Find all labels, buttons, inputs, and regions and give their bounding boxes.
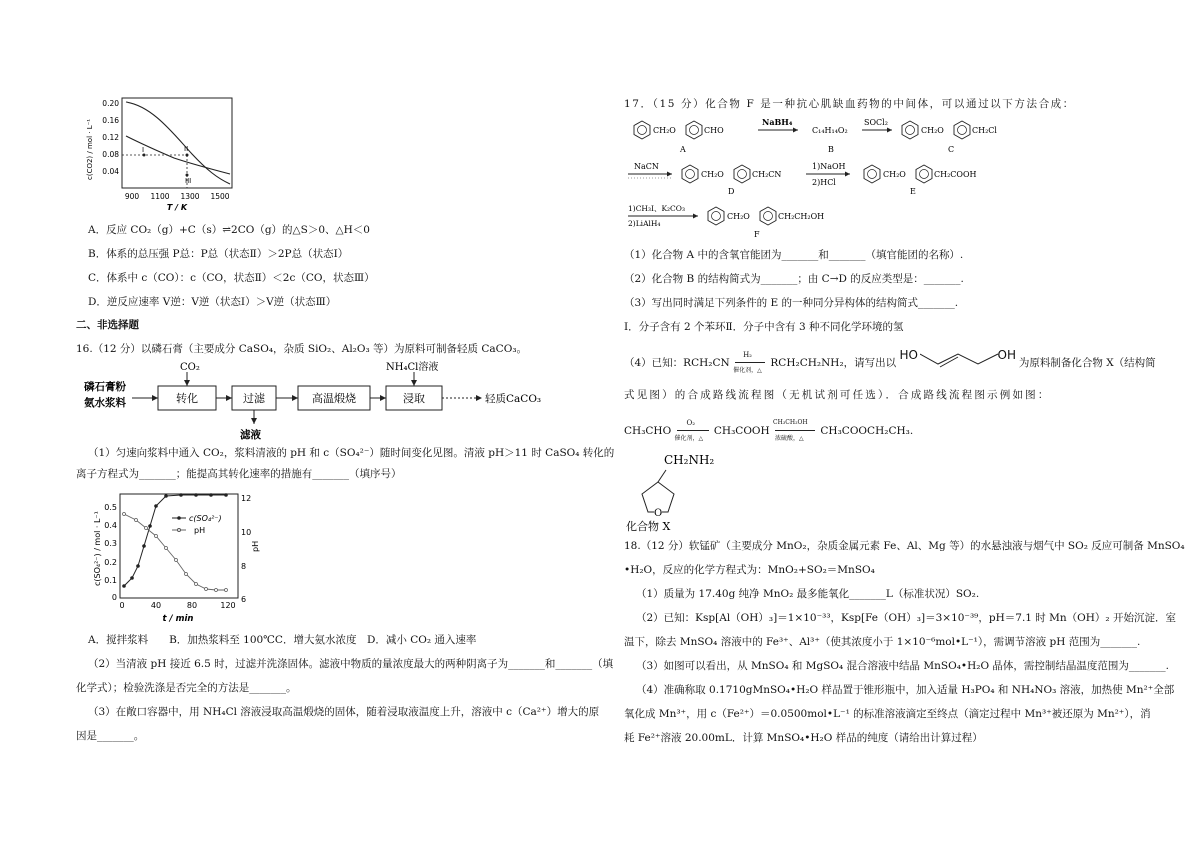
- q17-group: CH₂COOH: [934, 170, 977, 179]
- q17-group: CH₂O: [921, 126, 944, 135]
- section-title: 二、非选择题: [76, 319, 139, 331]
- q17-q4-ho-right: OH: [997, 348, 1016, 362]
- q18-line8: 氧化成 Mn³⁺，用 c（Fe²⁺）＝0.0500mol•L⁻¹ 的标准溶液滴定至终点（滴定过程中 Mn³⁺被还原为 Mn²⁺），消: [624, 708, 1151, 720]
- q17-q4-line2: 式见图）的合成路线流程图（无机试剂可任选）．合成路线流程图示例如图：: [624, 389, 1051, 401]
- q17-label-a: A: [680, 145, 686, 154]
- q16-p3-line1: （3）在敞口容器中，用 NH₄Cl 溶液浸取高温煅烧的固体，随着浸取液温度上升，溶液中 c（Ca²⁺）增大的原: [88, 706, 600, 718]
- q16-options: A．搅拌浆料 B．加热浆料至 100℃C．增大氨水浓度 D．减小 CO₂ 通入速率: [88, 634, 477, 646]
- q16-p2-line2: 化学式）；检验洗涤是否完全的方法是_______。: [76, 682, 297, 694]
- q17-q4-h2: H₂: [743, 351, 752, 359]
- q18-line3: （1）质量为 17.40g 纯净 MnO₂ 最多能氧化_______L（标准状况）SO₂.: [636, 588, 980, 600]
- q16-y-right-label: pH: [251, 540, 260, 552]
- q16-right-tick: 12: [241, 494, 252, 503]
- q17-reagent: 2)LiAlH₄: [628, 219, 661, 228]
- q16-x-tick: 0: [119, 601, 125, 610]
- q16-left-tick: 0.5: [104, 503, 117, 512]
- q16-p1-line2: 离子方程式为_______；能提高其转化速率的措施有_______（填序号）: [76, 468, 402, 480]
- q15-point-label: III: [185, 177, 192, 185]
- q16-p2-line1: （2）当清液 pH 接近 6.5 时，过滤并洗涤固体。滤液中物质的量浓度最大的两种阴离子为_______和_______（填: [88, 658, 614, 670]
- flow-box-convert-label: 转化: [176, 392, 198, 405]
- q17-label-c: C: [948, 145, 955, 154]
- q17-reagent: SOCl₂: [864, 118, 888, 127]
- q16-so4-curve: [124, 495, 226, 586]
- compound-x-group: CH₂NH₂: [664, 453, 715, 467]
- q15-x-tick: 900: [124, 192, 140, 201]
- q16-left-tick: 0: [111, 593, 117, 602]
- flow-box-leach-label: 浸取: [403, 392, 425, 405]
- flow-box-filter-label: 过滤: [243, 392, 265, 405]
- q17-q4-diol-structure: [899, 348, 1016, 372]
- q18-line7: （4）准确称取 0.1710gMnSO₄•H₂O 样品置于锥形瓶中，加入适量 H₃PO₄ 和 NH₄NO₃ 溶液，加热使 Mn²⁺全部: [636, 684, 1175, 696]
- q17-reagent: 2)HCl: [812, 178, 836, 187]
- q16-ph-points: [123, 513, 228, 592]
- q17-q4-arrow: [733, 351, 767, 374]
- q16-ph-curve: [124, 514, 226, 590]
- q15-x-tick: 1100: [150, 192, 170, 201]
- q17-q3-conditions: Ⅰ．分子含有 2 个苯环Ⅱ．分子中含有 3 种不同化学环境的氢: [624, 321, 904, 333]
- q18-line6: （3）如图可以看出，从 MnSO₄ 和 MgSO₄ 混合溶液中结晶 MnSO₄•H₂O 晶体，需控制结晶温度范围为_______.: [636, 660, 1169, 672]
- right-column: [600, 0, 1200, 848]
- q15-option-d: D．逆反应速率 V逆：V逆（状态Ⅰ）＞V逆（状态Ⅲ）: [88, 296, 337, 308]
- q17-q4-ho-left: HO: [899, 348, 918, 362]
- q17-reagent: 1)CH₃I、K₂CO₃: [628, 204, 685, 213]
- q16-p1-line1: （1）匀速向浆料中通入 CO₂，浆料清液的 pH 和 c（SO₄²⁻）随时间变化见图。清液 pH＞11 时 CaSO₄ 转化的: [88, 447, 615, 459]
- q16-flow-diagram: [80, 358, 550, 442]
- q17-q4-part-b: RCH₂CH₂NH₂，请写出以: [770, 357, 897, 369]
- q16-left-tick: 0.2: [104, 558, 117, 567]
- q17-q4-line1: [624, 348, 1156, 374]
- q17-group: CH₂O: [727, 212, 750, 221]
- q17-example-3: CH₃COOCH₂CH₃.: [820, 425, 914, 437]
- q15-option-a: A．反应 CO₂（g）+C（s）⇌2CO（g）的△S＞0、△H＜0: [88, 224, 370, 236]
- q17-q2: （2）化合物 B 的结构简式为_______；由 C→D 的反应类型是：_______.: [624, 273, 964, 285]
- q17-formula-b: C₁₄H₁₄O₂: [812, 126, 848, 135]
- q16-x-label: t / min: [162, 614, 194, 624]
- q15-chart: [82, 92, 242, 216]
- q17-q3: （3）写出同时满足下列条件的 E 的一种同分异构体的结构简式_______.: [624, 297, 959, 309]
- q17-label-e: E: [910, 187, 916, 196]
- q15-option-c: C．体系中 c（CO）：c（CO，状态Ⅱ）＜2c（CO，状态Ⅲ）: [88, 272, 375, 284]
- q17-example-arrow-1: [674, 419, 711, 442]
- flow-box-calcine-label: 高温煅烧: [312, 392, 356, 405]
- flow-start-line2: 氨水浆料: [84, 397, 126, 409]
- q15-y-tick: 0.12: [102, 133, 119, 142]
- q16-p3-line2: 因是_______。: [76, 730, 145, 742]
- q16-x-tick: 40: [150, 601, 162, 610]
- q16-stem: 16.（12 分）以磷石膏（主要成分 CaSO₄，杂质 SiO₂、Al₂O₃ 等）为原料可制备轻质 CaCO₃。: [76, 343, 528, 355]
- q18-line1: 18.（12 分）软锰矿（主要成分 MnO₂，杂质金属元素 Fe、Al、Mg 等）的水悬浊液与烟气中 SO₂ 反应可制备 MnSO₄: [624, 540, 1185, 552]
- flow-start-line1: 磷石膏粉: [84, 381, 126, 393]
- q18-line9: 耗 Fe²⁺溶液 20.00mL．计算 MnSO₄•H₂O 样品的纯度（请给出计算过程）: [624, 732, 983, 744]
- q18-line4: （2）已知：Ksp[Al（OH）₃]＝1×10⁻³³，Ksp[Fe（OH）₃]＝3×10⁻³⁹，pH＝7.1 时 Mn（OH）₂ 开始沉淀．室: [636, 612, 1176, 624]
- q16-legend-ph: pH: [194, 526, 206, 535]
- compound-x-structure: [622, 448, 722, 534]
- q17-group: CH₂O: [701, 170, 724, 179]
- q17-q4-part-a: （4）已知：RCH₂CN: [624, 357, 730, 369]
- q17-group: CH₂O: [653, 126, 676, 135]
- q17-example-c1: 催化剂，△: [674, 435, 704, 442]
- q15-y-tick: 0.20: [102, 99, 119, 108]
- q15-x-tick: 1300: [180, 192, 200, 201]
- flow-filtrate: 滤液: [240, 429, 261, 441]
- q15-y-label: c(CO2) / mol · L⁻¹: [86, 118, 94, 180]
- q17-example-r1: O₂: [686, 419, 696, 427]
- q16-so4-points: [122, 493, 228, 588]
- q15-y-tick: 0.08: [102, 150, 119, 159]
- q17-q1: （1）化合物 A 中的含氧官能团为_______和_______（填官能团的名称）.: [624, 249, 964, 261]
- q15-y-tick: 0.16: [102, 116, 119, 125]
- q15-x-tick: 1500: [210, 192, 230, 201]
- q17-example-2: CH₃COOH: [713, 425, 770, 437]
- q15-x-label: T / K: [166, 203, 188, 212]
- q17-group: CH₂O: [883, 170, 906, 179]
- q15-point-2: [186, 154, 189, 157]
- compound-x-oxygen: O: [654, 508, 663, 519]
- q17-label-f: F: [754, 230, 760, 239]
- q17-reagent: 1)NaOH: [812, 162, 846, 171]
- flow-co2: CO₂: [180, 362, 200, 373]
- q17-reagent: NaCN: [634, 162, 659, 171]
- q16-left-tick: 0.4: [104, 521, 117, 530]
- flow-nh4cl: NH₄Cl溶液: [386, 362, 439, 373]
- q16-right-tick: 8: [241, 562, 247, 571]
- q16-left-tick: 0.3: [104, 539, 117, 548]
- q17-label-b: B: [828, 145, 834, 154]
- q18-line5: 温下，除去 MnSO₄ 溶液中的 Fe³⁺、Al³⁺（使其浓度小于 1×10⁻⁶mol•L⁻¹），需调节溶液 pH 范围为_______.: [624, 636, 1141, 648]
- q16-chart: [86, 486, 266, 626]
- q17-q4-part-c: 为原料制备化合物 X（结构简: [1018, 357, 1156, 369]
- q17-example-route: [624, 419, 914, 442]
- q17-q4-diol-chain: [920, 350, 1000, 370]
- q16-legend-so4: c(SO₄²⁻): [189, 514, 222, 523]
- q16-x-tick: 80: [186, 601, 198, 610]
- flow-product: 轻质CaCO₃: [485, 393, 542, 405]
- q17-group: CHO: [704, 126, 724, 135]
- q17-stem: 17．（15 分）化合物 F 是一种抗心肌缺血药物的中间体，可以通过以下方法合成：: [624, 98, 1075, 110]
- q17-q4-cat: 催化剂，△: [733, 367, 762, 374]
- q16-right-tick: 6: [241, 595, 247, 604]
- q17-reagent: NaBH₄: [762, 117, 793, 127]
- q16-y-left-label: c(SO₄²⁻) / mol · L⁻¹: [93, 511, 102, 586]
- q17-example-1: CH₃CHO: [624, 425, 672, 437]
- compound-x-label: 化合物 X: [626, 520, 671, 533]
- q16-x-tick: 120: [220, 601, 236, 610]
- q15-y-tick: 0.04: [102, 167, 119, 176]
- q16-right-tick: 10: [241, 528, 252, 537]
- q17-synthesis-scheme: [620, 110, 1090, 240]
- q15-option-b: B．体系的总压强 P总：P总（状态Ⅱ）＞2P总（状态Ⅰ）: [88, 248, 349, 260]
- q17-example-r2: CH₃CH₂OH: [773, 419, 808, 426]
- q17-group: CH₂CN: [752, 170, 782, 179]
- q16-left-tick: 0.1: [104, 576, 117, 585]
- q15-point-label: II: [184, 145, 189, 153]
- q17-label-d: D: [728, 187, 735, 196]
- q17-group: CH₂Cl: [972, 126, 997, 135]
- q17-group: CH₂CH₂OH: [778, 212, 825, 221]
- q17-example-arrow-2: [773, 419, 817, 442]
- q17-example-c2: 浓硫酸，△: [775, 435, 804, 442]
- q18-line2: •H₂O，反应的化学方程式为：MnO₂+SO₂＝MnSO₄: [624, 564, 875, 576]
- q15-point-label: I: [142, 146, 145, 154]
